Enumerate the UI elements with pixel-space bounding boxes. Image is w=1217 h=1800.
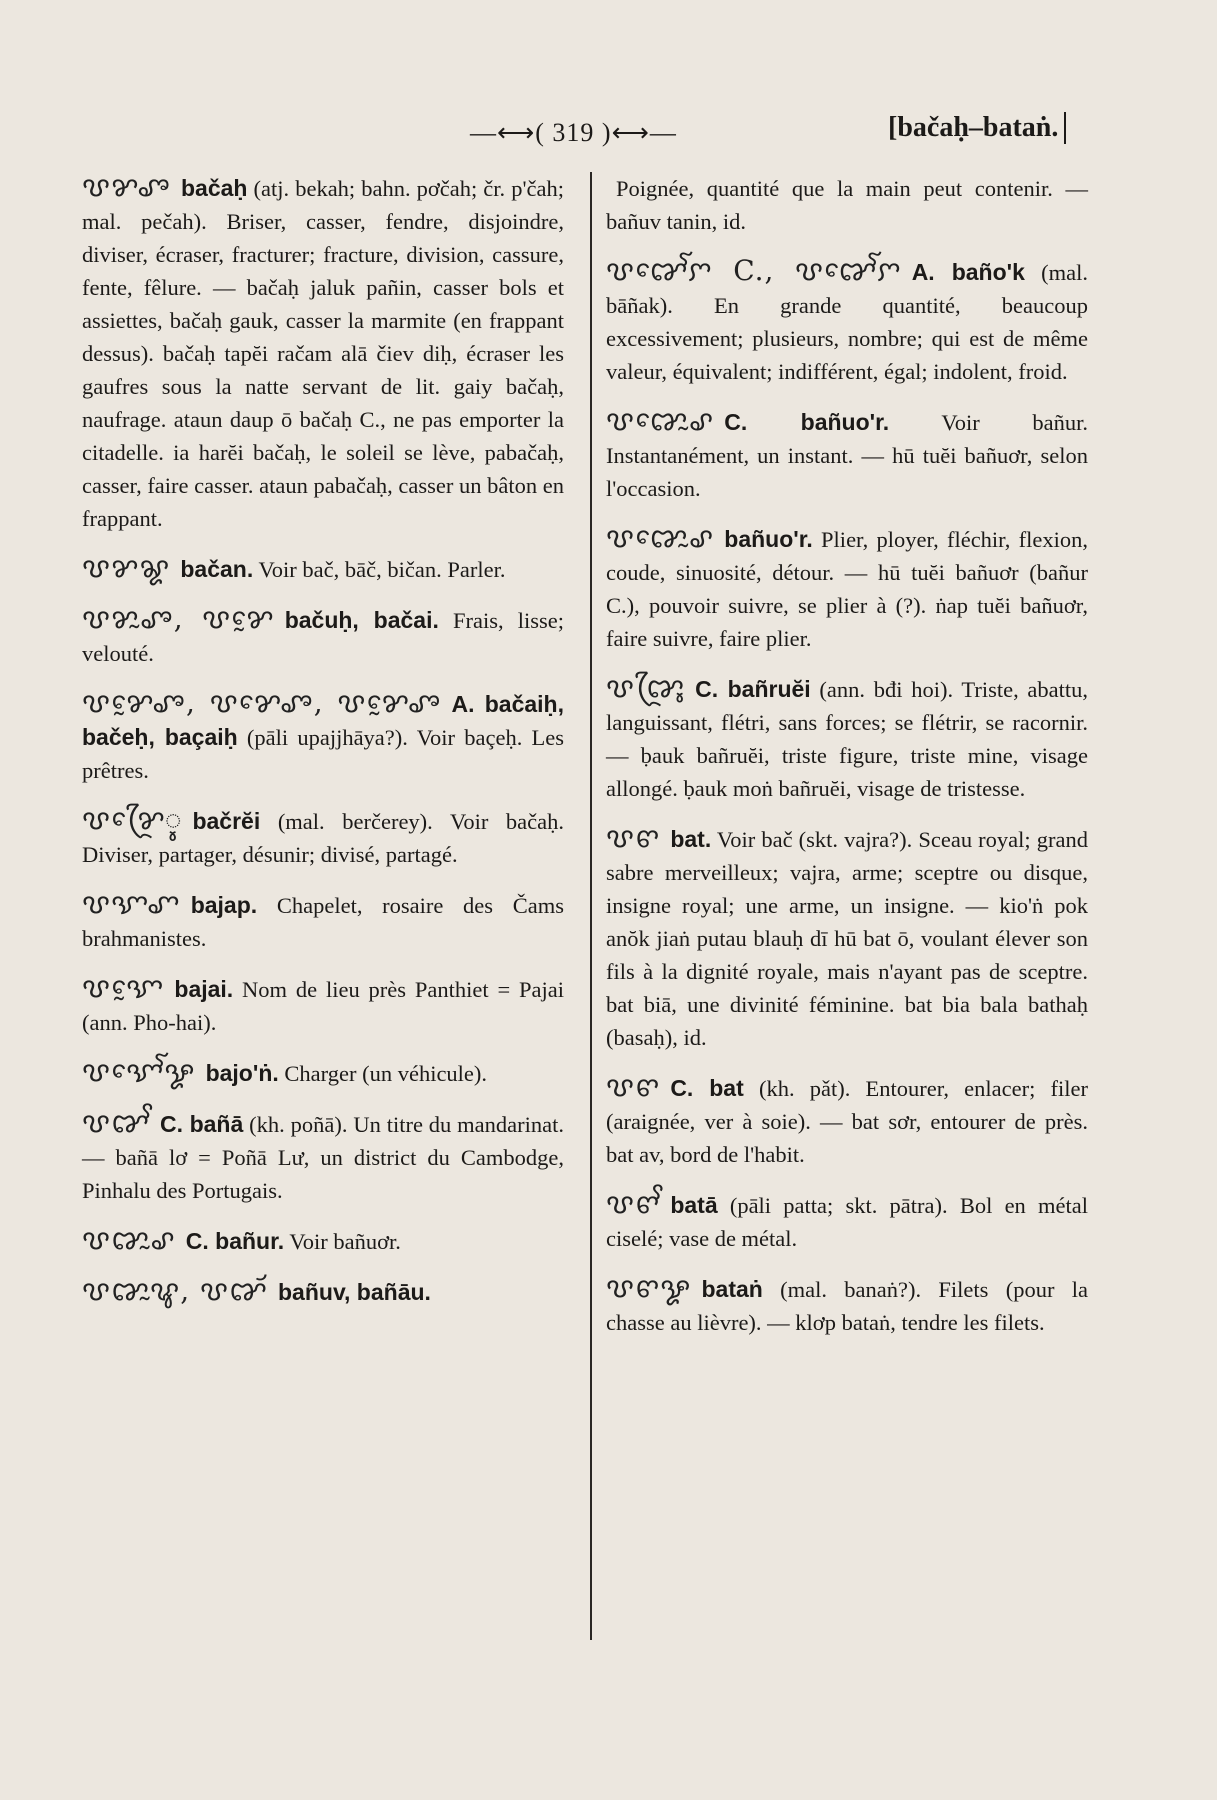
definition: (ann. bđi hoi). Triste, abattu, languissant, flétri, sans forces; se flétrir, se racornir. — ḅauk bañruĕi, triste figure, triste mine, visage allongé. ḅauk moṅ bañruĕi, visage de tristesse. xyxy=(606,677,1089,801)
headword: bañuo'r. xyxy=(724,526,813,552)
running-head: [bačaḥ–bataṅ. xyxy=(888,112,1066,144)
cham-script: ꨝꨐꨯꨭꨣ xyxy=(606,404,715,437)
right-column xyxy=(606,170,1088,1355)
cham-script: ꨝꨎꨚ xyxy=(82,887,181,920)
cham-script: ꨝꨐꨭꨥ, ꨝꨐꨮ xyxy=(82,1274,268,1307)
dictionary-entry xyxy=(82,1223,564,1258)
definition: (mal. banaṅ?). Filets (pour la chasse au lièvre). — klơp bataṅ, tendre les filets. xyxy=(606,1277,1088,1335)
headword: bačan. xyxy=(180,556,254,582)
cham-script: ꨝꨌꨴꨯꨶ xyxy=(82,803,183,836)
dictionary-entry xyxy=(606,1070,1088,1171)
definition: (mal. berčerey). Voir bačaḥ. Diviser, partager, désunir; divisé, partagé. xyxy=(82,809,564,867)
definition: Voir bač, bāč, bičan. Parler. xyxy=(258,557,506,582)
definition: Nom de lieu près Panthiet = Pajai (ann. Pho-hai). xyxy=(82,977,564,1035)
cham-script: ꨝꨐꨯꨭꨣ xyxy=(606,521,715,554)
dictionary-entry xyxy=(82,887,564,955)
dictionary-entry xyxy=(82,1055,564,1090)
cham-script: ꨝꨌꨨ xyxy=(82,170,171,203)
headword: bajo'ṅ. xyxy=(205,1060,279,1086)
headword: C. bañur. xyxy=(185,1228,285,1254)
dictionary-entry xyxy=(606,821,1088,1054)
headword: bajap. xyxy=(190,892,258,918)
definition: (kh. pǎt). Entourer, enlacer; filer (araignée, ver à soie). — bat sơr, entourer de près. bat av, bord de l'habit. xyxy=(606,1076,1089,1167)
cham-script: ꨝꨐꨭꨣ xyxy=(82,1223,176,1256)
definition: Charger (un véhicule). xyxy=(284,1061,488,1086)
dictionary-entry xyxy=(82,551,564,586)
cham-script: ꨝꨎꨯꨱꨋ xyxy=(82,1055,196,1088)
cham-script: ꨝꨐꨯꨱꨆ C., ꨝꨐꨯꨱꨆ xyxy=(606,254,902,287)
headword: bataṅ xyxy=(701,1276,763,1302)
cham-script: ꨝꨎꨰ xyxy=(82,971,165,1004)
cham-script: ꨝꨌꨰꨨ, ꨝꨌꨯꨨ, ꨝꨌꨰꨨ xyxy=(82,686,442,719)
page-number: —⟷( 319 )⟷— xyxy=(470,118,677,147)
definition: (pāli upajjhāya?). Voir baçeḥ. Les prêtres. xyxy=(82,725,565,783)
cham-script: ꨝꨐꨩ xyxy=(82,1106,150,1139)
headword: bañuv, bañāu. xyxy=(278,1279,431,1305)
dictionary-entry xyxy=(606,1187,1088,1255)
headword: bat. xyxy=(670,826,712,852)
dictionary-entry xyxy=(606,1271,1088,1339)
dictionary-entry xyxy=(82,1274,564,1309)
definition: (pāli patta; skt. pātra). Bol en métal ciselé; vase de métal. xyxy=(606,1193,1088,1251)
headword: bajai. xyxy=(174,976,234,1002)
dictionary-entry xyxy=(606,254,1088,388)
headword: bačuḥ, bačai. xyxy=(284,607,439,633)
headword: C. bañruĕi xyxy=(695,676,811,702)
dictionary-entry xyxy=(82,602,564,670)
definition: (kh. poñā). Un titre du mandarinat. — bañā lơ = Poñā Lư, un district du Cambodge, Pinhalu des Portugais. xyxy=(82,1112,564,1203)
column-divider xyxy=(590,172,592,1640)
cham-script: ꨝꨓ xyxy=(606,1070,661,1103)
left-column xyxy=(82,170,564,1325)
definition: (atj. bekah; bahn. pơčah; čr. p'čah; mal. pečah). Briser, casser, fendre, disjoindre, diviser, écraser, fracturer; fracture, division, cassure, fente, fêlure. — bačaḥ jaluk pañin, casser bols et assiettes, bačaḥ gauk, casser la marmite (en frappant dessus). bačaḥ tapĕi račam alā čiev diḥ, écraser les gaufres sous la natte servant de lit. gaiy bačaḥ, naufrage. ataun daup ō bačaḥ C., ne pas emporter la citadelle. ia harĕi bačaḥ, le soleil se lève, pabačaḥ, casser, faire casser. ataun pabačaḥ, casser un bâton en frappant. xyxy=(82,176,565,531)
headword: C. bañuo'r. xyxy=(724,409,890,435)
cham-script: ꨝꨐꨴꨶ xyxy=(606,671,686,704)
definition: Voir bañuơr. xyxy=(289,1229,401,1254)
dictionary-entry xyxy=(606,170,1088,238)
definition: Voir bač (skt. vajra?). Sceau royal; grand sabre merveilleux; vajra, arme; sceptre ou disque, insigne royal; une arme, un insigne. — kio'ṅ pok anŏk jiaṅ putau blauḥ dī hū bat ō, voulant élever son fils à la dignité royale, mais n'ayant pas de sceptre. bat biā, une divinité féminine. bat bia bala bathaḥ (basaḥ), id. xyxy=(606,827,1088,1050)
dictionary-entry xyxy=(82,1106,564,1207)
definition: (mal. bāñak). En grande quantité, beaucoup excessivement; plusieurs, nombre; qui est de même valeur, équivalent; indifférent, égal; indolent, froid. xyxy=(606,260,1089,384)
cham-script: ꨝꨓꨩ xyxy=(606,1187,661,1220)
headword: batā xyxy=(670,1192,718,1218)
cham-script: ꨝꨌꨘ xyxy=(82,551,171,584)
dictionary-entry xyxy=(606,671,1088,805)
headword: C. bat xyxy=(670,1075,744,1101)
definition: Plier, ployer, fléchir, flexion, coude, sinuosité, détour. — hū tuĕi bañuơr (bañur C.), pouvoir suivre, se plier à (?). ṅap tuĕi bañuơr, faire suivre, faire plier. xyxy=(606,527,1089,651)
definition: Voir bañur. Instantanément, un instant. — hū tuĕi bañuơr, selon l'occasion. xyxy=(606,410,1088,501)
dictionary-entry xyxy=(606,404,1088,505)
dictionary-entry xyxy=(82,803,564,871)
dictionary-entry xyxy=(82,686,564,787)
cham-script: ꨝꨓꨋ xyxy=(606,1271,692,1304)
headword: bačrĕi xyxy=(192,808,261,834)
cham-script: ꨝꨌꨭꨨ, ꨝꨌꨰ xyxy=(82,602,275,635)
dictionary-entry xyxy=(606,521,1088,655)
definition: Poignée, quantité que la main peut contenir. — bañuv tanin, id. xyxy=(606,176,1088,234)
page-header xyxy=(0,112,1217,156)
dictionary-entry xyxy=(82,170,564,535)
headword: A. baño'k xyxy=(911,259,1025,285)
dictionary-entry xyxy=(82,971,564,1039)
cham-script: ꨝꨓ xyxy=(606,821,661,854)
definition: Chapelet, rosaire des Čams brahmanistes. xyxy=(82,893,564,951)
definition: Frais, lisse; velouté. xyxy=(82,608,564,666)
headword: bačaḥ xyxy=(181,175,248,201)
headword: A. bačaiḥ, bačeḥ, baçaiḥ xyxy=(82,691,564,750)
headword: C. bañā xyxy=(159,1111,244,1137)
